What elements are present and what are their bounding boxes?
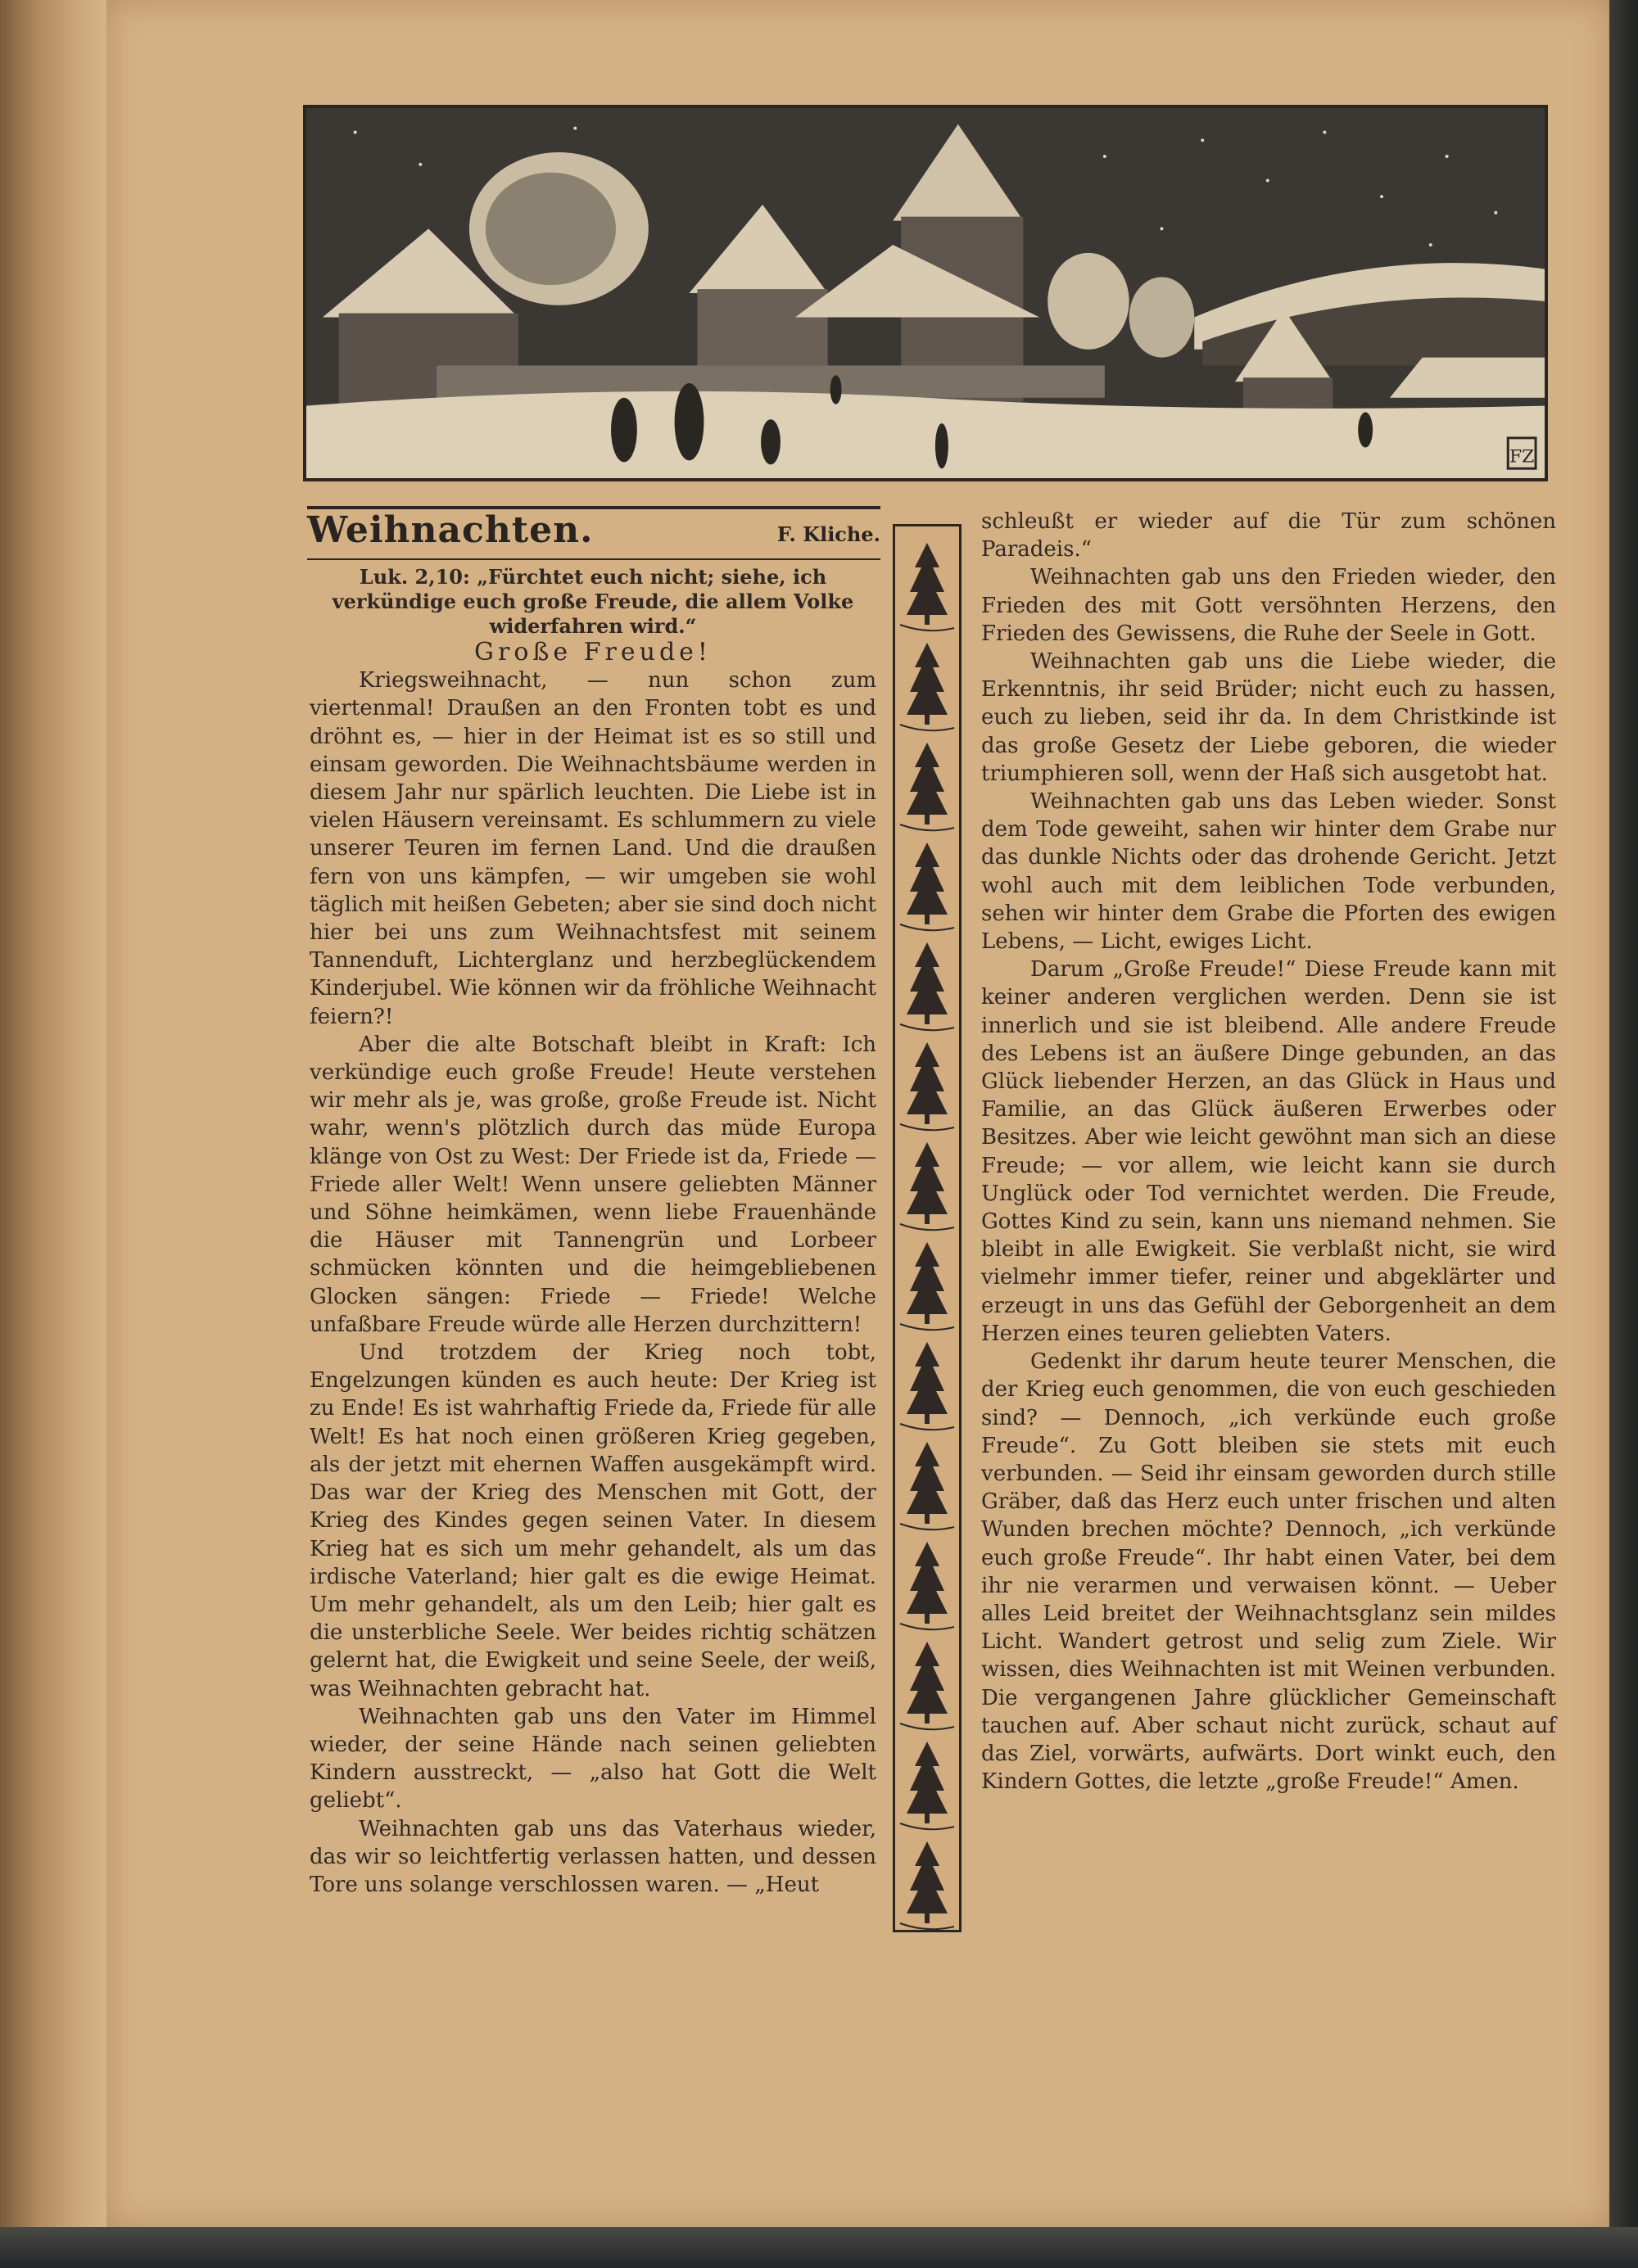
fir-tree-icon <box>907 543 948 625</box>
page-edge-bottom <box>0 2227 1638 2268</box>
subheading: Große Freude! <box>474 638 712 666</box>
book-binding <box>0 0 106 2268</box>
article-author: F. Kliche. <box>776 522 880 546</box>
vine-ornament <box>900 1424 954 1430</box>
paragraph: Weihnachten gab uns den Frieden wieder, den Frieden des mit Gott versöhnten Herzens, den Frieden des Gewissens, die Ruhe der Seele in Gott. <box>981 565 1556 646</box>
paragraph: Weihnachten gab uns das Leben wieder. Sonst dem Tode geweiht, sahen wir hinter dem Grabe nur das dunkle Nichts oder das drohende Gericht. Jetzt wohl auch mit dem leiblichen Tode verbunden, sehen wir hinter dem Grabe die Pforten des ewigen Lebens, — Licht, ewiges Licht. <box>981 789 1556 955</box>
fir-tree-icon <box>907 1442 948 1524</box>
fir-tree-icon <box>907 942 948 1024</box>
fir-tree-icon <box>907 743 948 825</box>
fir-tree-icon <box>907 1042 948 1124</box>
vine-ornament <box>900 625 954 630</box>
vine-ornament <box>900 1324 954 1330</box>
christmas-village-illustration <box>303 105 1548 481</box>
paragraph: Weihnachten gab uns das Vaterhaus wieder, das wir so leichtfertig verlassen hatten, und dessen Tore uns solange verschlossen waren. — „Heut <box>310 1816 876 1897</box>
village-woodcut-image <box>306 108 1545 478</box>
vine-ornament <box>900 725 954 730</box>
vine-ornament <box>900 825 954 830</box>
fir-tree-icon <box>907 1742 948 1823</box>
fir-tree-icon <box>907 1841 948 1923</box>
vine-ornament <box>900 924 954 930</box>
vine-ornament <box>900 1024 954 1030</box>
paragraph: Weihnachten gab uns die Liebe wieder, die Erkenntnis, ihr seid Brüder; nicht euch zu hassen, euch zu lieben, seid ihr da. In dem Christkinde ist das große Gesetz der Liebe geboren, die wieder triumphieren soll, wenn der Haß sich ausgetobt hat. <box>981 649 1556 786</box>
paragraph: Gedenkt ihr darum heute teurer Menschen, die der Krieg euch genommen, die von euch geschieden sind? — Dennoch, „ich verkünde euch große Freude“. Zu Gott bleiben sie stets mit euch verbunden. — Seid ihr einsam geworden durch stille Gräber, daß das Herz euch unter frischen und alten Wunden brechen möchte? Dennoch, „ich verkünde euch große Freude“. Ihr habt einen Vater, bei dem ihr nie verarmen und verwaisen könnt. — Ueber alles Leid breitet der Weihnachtsglanz sein mildes Licht. Wandert getrost und selig zum Ziele. Wir wissen, dies Weihnachten ist mit Weinen verbunden. Die vergangenen Jahre glücklicher Gemeinschaft tauchen auf. Aber schaut nicht zurück, schaut auf das Ziel, vorwärts, aufwärts. Dort winkt euch, den Kindern Gottes, die letzte „große Freude!“ Amen. <box>981 1349 1556 1795</box>
paragraph: Und trotzdem der Krieg noch tobt, Engelzungen künden es auch heute: Der Krieg ist zu Ende! Es ist wahrhaftig Friede da, Friede für alle Welt! Es hat noch einen größeren Krieg gegeben, als der jetzt mit ehernen Waffen ausgekämpft wird. Das war der Krieg des Menschen mit Gott, der Krieg des Kindes gegen seinen Vater. In diesem Krieg hat es sich um mehr gehandelt, als um das irdische Vaterland; hier galt es die ewige Heimat. Um mehr gehandelt, als um den Leib; hier galt es die unsterbliche Seele. Wer beides richtig schätzen gelernt hat, die Ewigkeit und seine Seele, der weiß, was Weihnachten gebracht hat. <box>310 1340 876 1701</box>
paragraph: Darum „Große Freude!“ Diese Freude kann mit keiner anderen verglichen werden. Denn sie ist innerlich und sie ist bleibend. Alle andere Freude des Lebens ist an äußere Dinge gebunden, an das Glück liebender Herzen, an das Glück in Haus und Familie, an das Glück äußeren Erwerbes oder Besitzes. Aber wie leicht gewöhnt man sich an diese Freude; — vor allem, wie leicht kann sie durch Unglück oder Tod vernichtet werden. Die Freude, Gottes Kind zu sein, kann uns niemand nehmen. Sie bleibt in alle Ewigkeit. Sie verblaßt nicht, sie wird vielmehr immer tiefer, reiner und abgeklärter und erzeugt in uns das Gefühl der Geborgenheit an dem Herzen eines teuren geliebten Vaters. <box>981 957 1556 1346</box>
right-column <box>981 508 1556 1796</box>
bible-motto: Luk. 2,10: „Fürchtet euch nicht; siehe, ich verkündige euch große Freude, die allem Volke widerfahren wird.“ <box>332 565 854 638</box>
fir-tree-icon <box>907 1542 948 1624</box>
paragraph: Aber die alte Botschaft bleibt in Kraft: Ich verkündige euch große Freude! Heute verstehen wir mehr als je, was große, große Freude ist. Nicht wahr, wenn's plötzlich durch das müde Europa klänge von Ost zu West: Der Friede ist da, Friede — Friede aller Welt! Wenn unsere geliebten Männer und Söhne heimkämen, wenn liebe Frauenhände die Häuser mit Tannengrün und Lorbeer schmücken könnten und die heimgebliebenen Glocken sängen: Friede — Friede! Welche unfaßbare Freude würde alle Herzen durchzittern! <box>310 1032 876 1337</box>
paragraph: schleußt er wieder auf die Tür zum schönen Paradeis.“ <box>981 509 1556 562</box>
fir-tree-icon <box>907 1242 948 1324</box>
fir-tree-border <box>893 524 962 1932</box>
left-column <box>310 565 876 1899</box>
vine-ornament <box>900 1224 954 1230</box>
paragraph: Weihnachten gab uns den Vater im Himmel wieder, der seine Hände nach seinen geliebten Kindern ausstreckt, — „also hat Gott die Welt geliebt“. <box>310 1704 876 1814</box>
vine-ornament <box>900 1624 954 1629</box>
fir-tree-icon <box>907 1642 948 1724</box>
vine-ornament <box>900 1124 954 1130</box>
fir-tree-icon <box>907 643 948 725</box>
vine-ornament <box>900 1923 954 1929</box>
fir-tree-icon <box>907 843 948 924</box>
vine-ornament <box>900 1823 954 1829</box>
page-edge-right <box>1609 0 1638 2268</box>
fir-tree-icon <box>907 1342 948 1424</box>
article-title: Weihnachten. <box>307 509 594 551</box>
title-rule-bottom <box>307 558 880 560</box>
fir-tree-icon <box>907 1142 948 1224</box>
vine-ornament <box>900 1724 954 1729</box>
vine-ornament <box>900 1524 954 1529</box>
artist-monogram: FZ <box>1509 446 1535 468</box>
fir-tree-pattern <box>895 526 959 1930</box>
paragraph: Kriegsweihnacht, — nun schon zum viertenmal! Draußen an den Fronten tobt es und dröhnt es, — hier in der Heimat ist es so still und einsam geworden. Die Weihnachtsbäume werden in diesem Jahr nur spärlich leuchten. Die Liebe ist in vielen Häusern vereinsamt. Es schlummern zu viele unserer Teuren im fernen Land. Und die draußen fern von uns kämpfen, — wir umgeben sie wohl täglich mit heißen Gebeten; aber sie sind doch nicht hier bei uns zum Weihnachtsfest mit seinem Tannenduft, Lichterglanz und herzbeglückendem Kinderjubel. Wie können wir da fröhliche Weihnacht feiern?! <box>310 668 877 1029</box>
